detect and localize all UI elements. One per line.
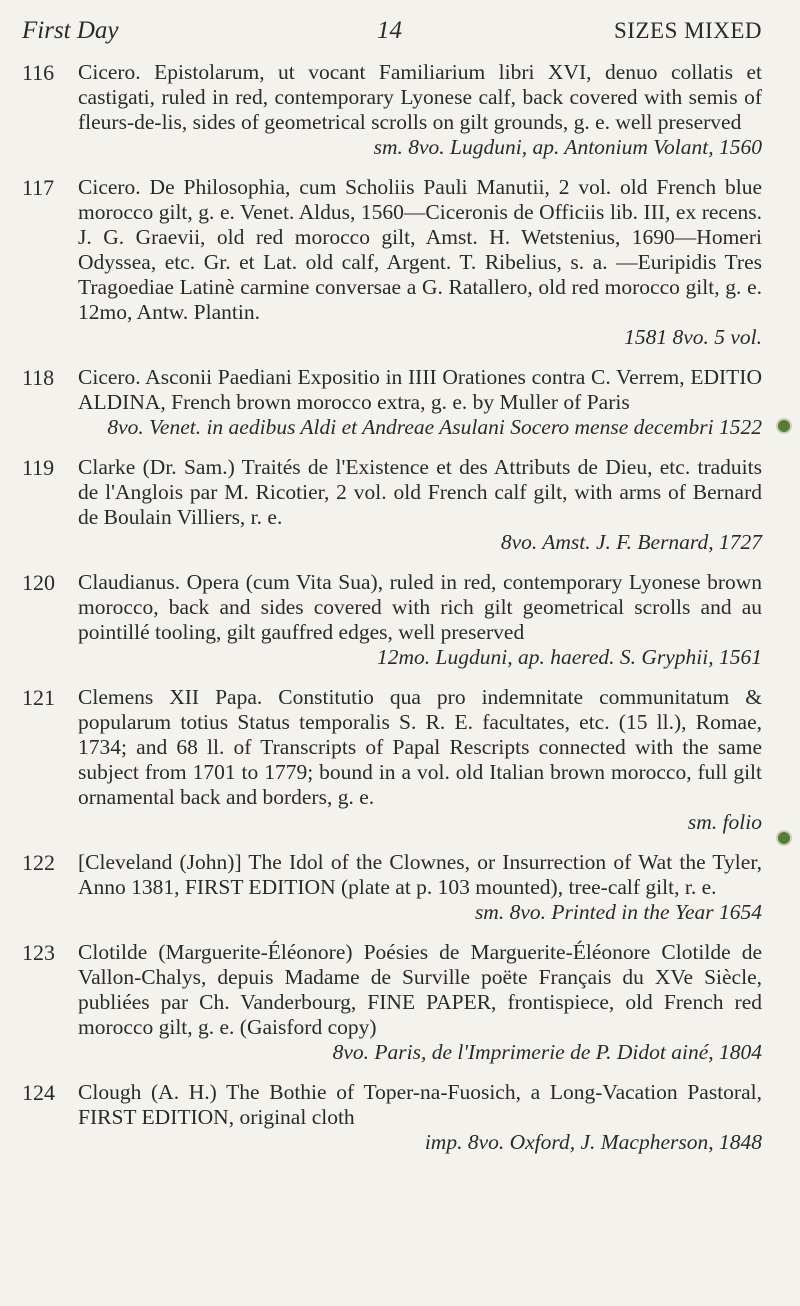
lot-description xyxy=(78,365,762,440)
lot-description xyxy=(78,570,762,670)
lot-imprint: sm. 8vo. Printed in the Year 1654 xyxy=(474,900,762,924)
lot-text: [Cleveland (John)] The Idol of the Clownes, or Insurrection of Wat the Tyler, Anno 1381, FIRST EDITION (plate at p. 103 mounted), tree-calf gilt, r. e. xyxy=(78,850,762,899)
lot-number: 123 xyxy=(22,940,55,965)
lot-number: 118 xyxy=(22,365,55,390)
lot-120 xyxy=(22,570,762,670)
lot-119 xyxy=(22,455,762,555)
lot-121 xyxy=(22,685,762,835)
lot-imprint: imp. 8vo. Oxford, J. Macpherson, 1848 xyxy=(424,1130,762,1154)
lot-116 xyxy=(22,60,762,160)
lot-117 xyxy=(22,175,762,350)
lot-description xyxy=(78,685,762,835)
section-heading: SIZES MIXED xyxy=(614,18,762,43)
lot-imprint: 8vo. Paris, de l'Imprimerie de P. Didot ainé, 1804 xyxy=(332,1040,762,1064)
lot-118 xyxy=(22,365,762,440)
lot-number: 124 xyxy=(22,1080,55,1105)
lot-number: 116 xyxy=(22,60,55,85)
lot-list xyxy=(22,60,762,1170)
lot-imprint: 12mo. Lugduni, ap. haered. S. Gryphii, 1561 xyxy=(377,645,762,669)
sale-day: First Day xyxy=(22,17,119,44)
lot-text: Cicero. De Philosophia, cum Scholiis Pauli Manutii, 2 vol. old French blue morocco gilt, g. e. Venet. Aldus, 1560—Ciceronis de Officiis lib. III, ex recens. J. G. Graevii, old red morocco gilt, Amst. H. Wetstenius, 1690—Homeri Odyssea, etc. Gr. et Lat. old calf, Argent. T. Ribelius, s. a. —Euripidis Tres Tragoediae Latinè carmine conversae a G. Ratallero, old red morocco gilt, g. e. 12mo, Antw. Plantin. xyxy=(78,175,762,324)
lot-description xyxy=(78,455,762,555)
lot-number: 122 xyxy=(22,850,55,875)
lot-number: 117 xyxy=(22,175,55,200)
lot-text: Clarke (Dr. Sam.) Traités de l'Existence et des Attributs de Dieu, etc. traduits de l'Anglois par M. Ricotier, 2 vol. old French calf gilt, with arms of Bernard de Boulain Villiers, r. e. xyxy=(78,455,762,529)
lot-number: 119 xyxy=(22,455,55,480)
lot-description xyxy=(78,940,762,1065)
page-number: 14 xyxy=(377,17,402,44)
lot-description xyxy=(78,850,762,925)
lot-number: 121 xyxy=(22,685,55,710)
lot-description xyxy=(78,1080,762,1155)
lot-imprint: 1581 8vo. 5 vol. xyxy=(624,325,762,349)
page-header xyxy=(22,17,762,45)
lot-number: 120 xyxy=(22,570,55,595)
lot-text: Clotilde (Marguerite-Éléonore) Poésies de Marguerite-Éléonore Clotilde de Vallon-Chalys, depuis Madame de Surville poëte Français du XVe Siècle, publiées par Ch. Vanderbourg, FINE PAPER, frontispiece, old French red morocco gilt, g. e. (Gaisford copy) xyxy=(78,940,762,1039)
lot-text: Clough (A. H.) The Bothie of Toper-na-Fuosich, a Long-Vacation Pastoral, FIRST EDITION, original cloth xyxy=(78,1080,762,1129)
lot-text: Claudianus. Opera (cum Vita Sua), ruled in red, contemporary Lyonese brown morocco, back and sides covered with rich gilt geometrical scrolls and au pointillé tooling, gilt gauffred edges, well preserved xyxy=(78,570,762,644)
lot-imprint: 8vo. Amst. J. F. Bernard, 1727 xyxy=(500,530,762,554)
lot-124 xyxy=(22,1080,762,1155)
lot-imprint: 8vo. Venet. in aedibus Aldi et Andreae Asulani Socero mense decembri 1522 xyxy=(107,415,762,439)
lot-imprint: sm. 8vo. Lugduni, ap. Antonium Volant, 1560 xyxy=(373,135,762,159)
lot-text: Clemens XII Papa. Constitutio qua pro indemnitate communitatum & popularum totius Status temporalis S. R. E. facultates, etc. (15 ll.), Romae, 1734; and 68 ll. of Transcripts of Papal Rescripts connected with the same subject from 1701 to 1779; bound in a vol. old Italian brown morocco, full gilt ornamental back and borders, g. e. xyxy=(78,685,762,809)
margin-pin-icon xyxy=(778,420,790,432)
lot-description xyxy=(78,175,762,350)
lot-123 xyxy=(22,940,762,1065)
lot-description xyxy=(78,60,762,160)
lot-122 xyxy=(22,850,762,925)
lot-imprint: sm. folio xyxy=(687,810,762,834)
margin-pin-icon xyxy=(778,832,790,844)
lot-text: Cicero. Asconii Paediani Expositio in IIII Orationes contra C. Verrem, EDITIO ALDINA, French brown morocco extra, g. e. by Muller of Paris xyxy=(78,365,762,414)
lot-text: Cicero. Epistolarum, ut vocant Familiarium libri XVI, denuo collatis et castigati, ruled in red, contemporary Lyonese calf, back covered with semis of fleurs-de-lis, sides of geometrical scrolls on gilt grounds, g. e. well preserved xyxy=(78,60,762,134)
